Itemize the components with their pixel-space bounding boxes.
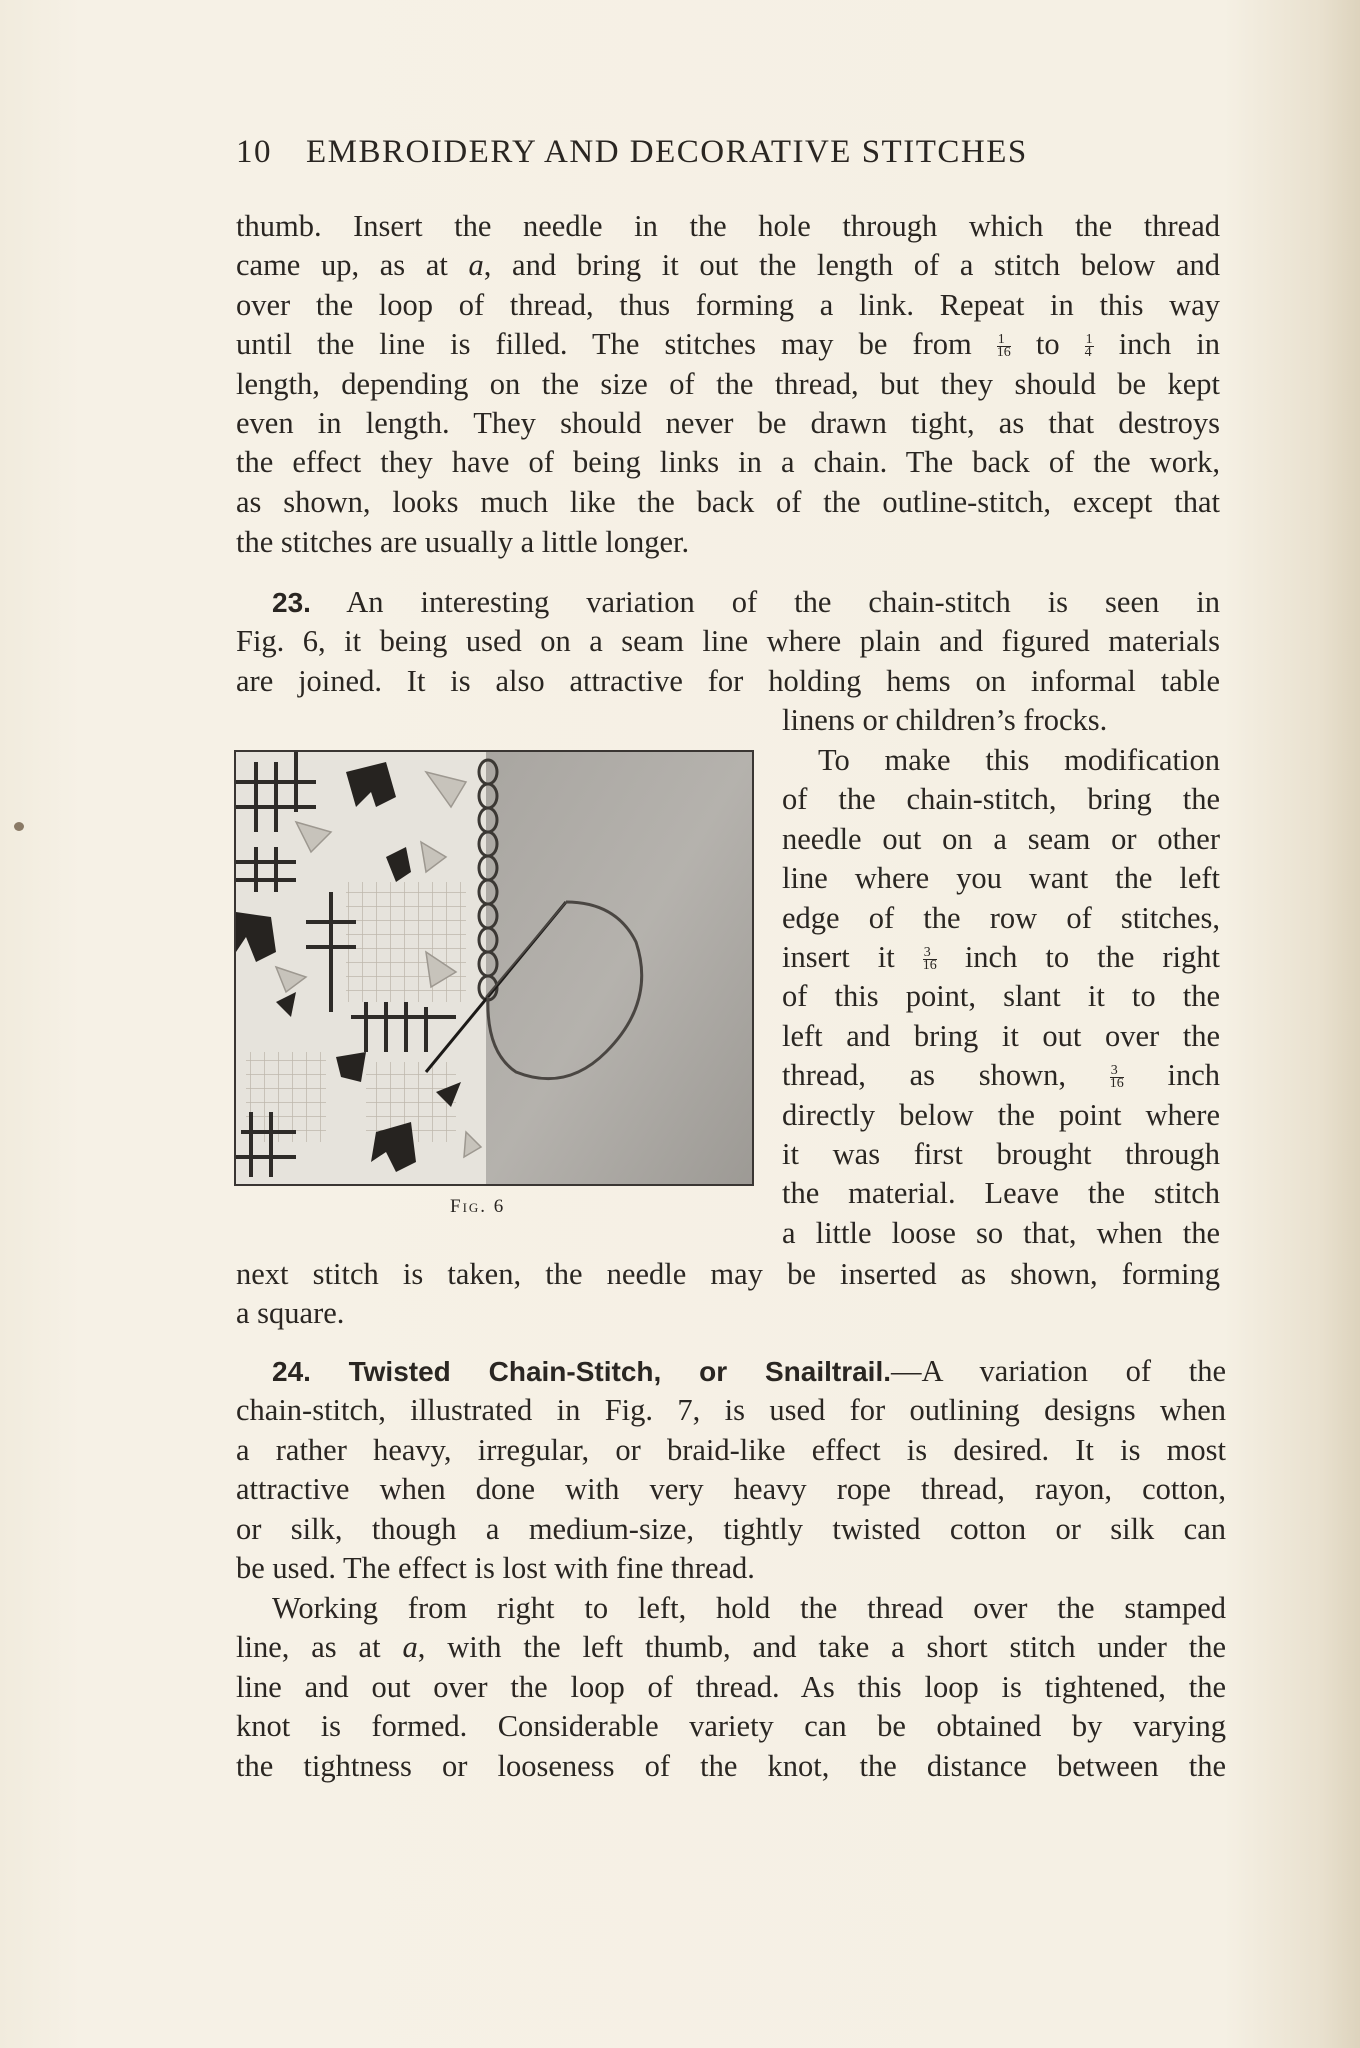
figure-caption: Fig. 6 (450, 1196, 506, 1217)
chain-stitch-seam-image (236, 752, 752, 1184)
paragraph-continuation-last-line: the stitches are usually a little longer. (236, 525, 690, 559)
ink-blemish (14, 822, 24, 831)
running-title: EMBROIDERY AND DECORATIVE STITCHES (306, 134, 1028, 170)
page-header (236, 134, 1166, 171)
paragraph-23-modification-last: a square. (236, 1296, 345, 1330)
paragraph-continuation: thumb. Insert the needle in the hole through which the thread came up, as at a, and bring it out the length of a stitch below and over the loop of thread, thus forming a link. Repeat in this way until the line is filled. The stitches may be from $\frac{1}{16}$ to $\frac{1}{4}$ inch in length, depending on the size of the thread, but they should be kept even in length. They should never be drawn tight, as that destroys the effect they have of being links in a chain. The back of the work, as shown, looks much like the back of the outline-stitch, except that (236, 209, 1220, 519)
paragraph-23: 23. An interesting variation of the chain-stitch is seen in Fig. 6, it being used on a seam line where plain and figured materials are joined. It is also attractive for holding hems on informal table (236, 585, 1220, 698)
paragraph-24: 24. Twisted Chain-Stitch, or Snailtrail.—A variation of the chain-stitch, illustrated in Fig. 7, is used for outlining designs when a rather heavy, irregular, or braid-like effect is desired. It is most attractive when done with very heavy rope thread, rayon, cotton, or silk, though a medium-size, tightly twisted cotton or silk can (236, 1354, 1226, 1546)
section-number-24: 24. (272, 1356, 311, 1387)
figure-6-illustration (234, 750, 754, 1186)
fraction-1-16: $\frac{1}{16}$ (996, 332, 1011, 361)
page-number: 10 (236, 134, 272, 170)
paragraph-24-last: be used. The effect is lost with fine thread. (236, 1551, 755, 1585)
fraction-3-16: $\frac{3}{16}$ (1109, 1063, 1124, 1092)
paragraph-23-modification: To make this modification of the chain-stitch, bring the needle out on a seam or other line where you want the left edge of the row of stitches, insert it $\frac{3}{16}$ inch to the right of this point, slant it to the left and bring it out over the thread, as shown, $\frac{3}{16}$ inch directly below the point where it was first brought through the material. Leave the stitch a little loose so that, when the (782, 743, 1221, 1250)
paragraph-23-end: linens or children’s frocks. (782, 703, 1108, 737)
fraction-1-4: $\frac{1}{4}$ (1084, 332, 1093, 361)
section-number-23: 23. (272, 587, 311, 618)
section-heading: Twisted Chain-Stitch, or Snailtrail. (348, 1356, 892, 1387)
paragraph-23-modification-end: next stitch is taken, the needle may be inserted as shown, forming (236, 1257, 1220, 1291)
fraction-3-16: $\frac{3}{16}$ (922, 945, 937, 974)
paragraph-working: Working from right to left, hold the thread over the stamped line, as at a, with the left thumb, and take a short stitch under the line and out over the loop of thread. As this loop is tightened, the knot is formed. Considerable variety can be obtained by varying the tightness or looseness of the knot, the distance between the (236, 1591, 1227, 1783)
